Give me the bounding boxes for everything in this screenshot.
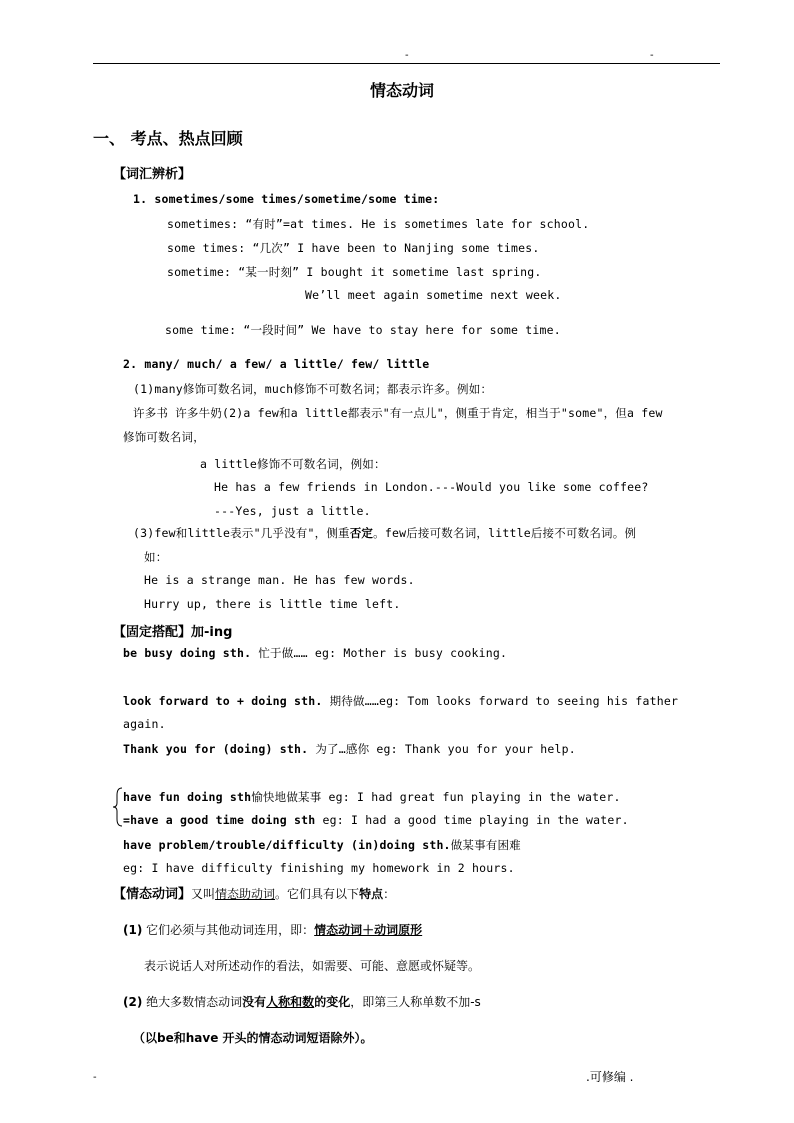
vocab-item1-title: 1. sometimes/some times/sometime/some time:	[133, 192, 440, 206]
fixed-line: be busy doing sth. 忙于做…… eg: Mother is busy cooking.	[123, 646, 508, 660]
vocab-line-sometime-2: We’ll meet again sometime next week.	[305, 288, 562, 302]
vocab-example: He is a strange man. He has few words.	[144, 573, 415, 587]
fixed-line: have fun doing sth愉快地做某事 eg: I had great fun playing in the water.	[123, 790, 621, 804]
modal-rule-1-detail: 表示说话人对所述动作的看法，如需要、可能、意愿或怀疑等。	[144, 959, 481, 973]
fixed-heading: 【固定搭配】加-ing	[113, 625, 233, 640]
header-dot-right: -	[650, 50, 654, 61]
vocab-paragraph: 如：	[144, 550, 168, 564]
fixed-line: =have a good time doing sth eg: I had a good time playing in the water.	[123, 813, 629, 827]
modal-heading: 【情态动词】又叫情态助动词。它们具有以下特点：	[113, 887, 396, 902]
vocab-item2-title: 2. many/ much/ a few/ a little/ few/ little	[123, 357, 430, 371]
header-rule	[93, 63, 720, 64]
vocab-line-sometimes: sometimes: “有时”=at times. He is sometimes late for school.	[167, 217, 590, 231]
fixed-line: again.	[123, 717, 166, 731]
modal-rule-2-detail: （以be和have 开头的情态动词短语除外）。	[133, 1031, 373, 1045]
vocab-example: Hurry up, there is little time left.	[144, 597, 401, 611]
fixed-line: eg: I have difficulty finishing my homework in 2 hours.	[123, 861, 515, 875]
vocab-paragraph: a little修饰不可数名词，例如：	[200, 457, 386, 471]
emphasis-negative: 否定	[349, 526, 374, 540]
fixed-line: Thank you for (doing) sth. 为了…感你 eg: Thank you for your help.	[123, 742, 576, 756]
vocab-example: He has a few friends in London.---Would you like some coffee?	[214, 480, 649, 494]
modal-rule-2: (2) 绝大多数情态动词没有人称和数的变化，即第三人称单数不加-s	[123, 995, 481, 1009]
vocab-paragraph: (1)many修饰可数名词，much修饰不可数名词；都表示许多。例如：	[133, 382, 493, 396]
footer-dot-left: -	[93, 1072, 97, 1083]
header-dot-left: -	[405, 50, 409, 61]
section-heading: 一、 考点、热点回顾	[93, 129, 243, 148]
vocab-paragraph: (3)few和little表示"几乎没有"，侧重否定。few后接可数名词，little后接不可数名词。例	[133, 526, 637, 540]
vocab-example: ---Yes, just a little.	[214, 504, 371, 518]
vocab-heading: 【词汇辨析】	[113, 167, 192, 182]
fixed-line: look forward to + doing sth. 期待做……eg: Tom looks forward to seeing his father	[123, 694, 679, 708]
vocab-line-some-time: some time: “一段时间” We have to stay here for some time.	[165, 323, 561, 337]
page-title: 情态动词	[370, 81, 435, 100]
vocab-paragraph: 许多书 许多牛奶(2)a few和a little都表示"有一点儿"，侧重于肯定，相当于"some"，但a few	[133, 406, 663, 420]
vocab-line-some-times: some times: “几次” I have been to Nanjing some times.	[167, 241, 540, 255]
modal-rule-1: (1) 它们必须与其他动词连用，即：情态动词＋动词原形	[123, 923, 423, 937]
fixed-line: have problem/trouble/difficulty (in)doing sth.做某事有困难	[123, 838, 521, 852]
vocab-paragraph: 修饰可数名词，	[123, 430, 205, 444]
curly-brace	[113, 787, 123, 827]
footer-editable-note: .可修编 .	[586, 1070, 634, 1084]
vocab-line-sometime: sometime: “某一时刻” I bought it sometime last spring.	[167, 265, 542, 279]
